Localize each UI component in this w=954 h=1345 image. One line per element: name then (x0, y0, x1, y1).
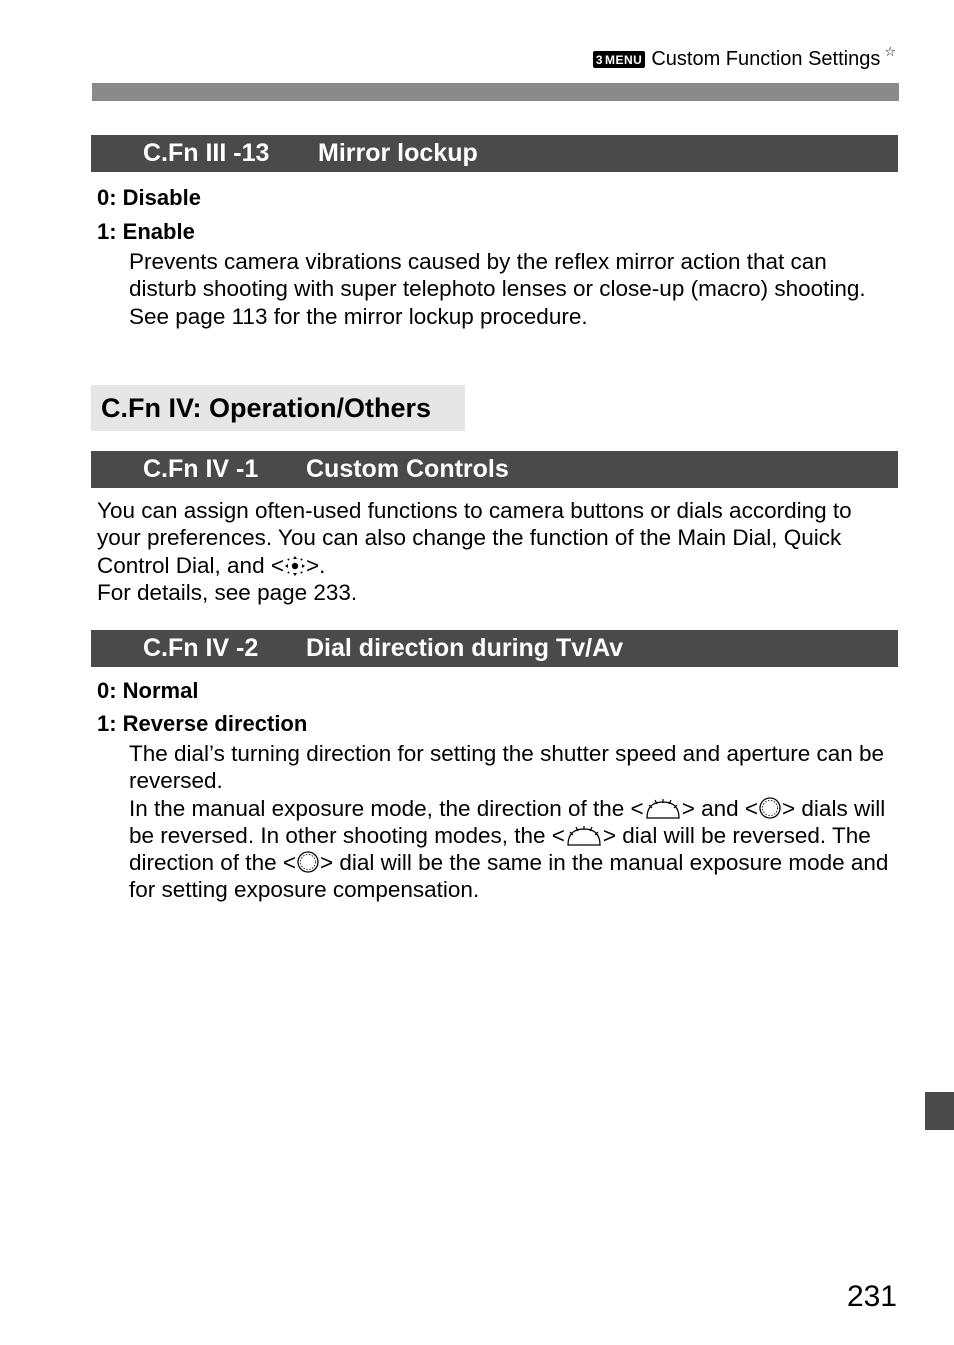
header-title: Custom Function Settings (651, 48, 881, 70)
option-normal: 0: Normal (97, 678, 199, 703)
quick-control-dial-icon (296, 850, 320, 874)
main-dial-icon (644, 798, 682, 820)
section-bar-mirror-lockup: C.Fn III -13 Mirror lockup (91, 135, 898, 172)
chapter-tab (925, 1092, 954, 1130)
option-enable: 1: Enable (97, 219, 195, 244)
multi-controller-icon (284, 555, 306, 577)
section-bar-custom-controls: C.Fn IV -1 Custom Controls (91, 451, 898, 488)
option-reverse-direction: 1: Reverse direction (97, 711, 308, 736)
header-rule (92, 83, 899, 101)
quick-control-dial-icon (758, 796, 782, 820)
main-dial-icon (565, 825, 603, 847)
page-number: 231 (846, 1280, 897, 1313)
custom-controls-description: You can assign often-used functions to camera buttons or dials according to your preferences. You can also change the function of the Main Dial, Quick Control Dial, and < >. For details, see page 233. (97, 498, 852, 605)
option-disable: 0: Disable (97, 185, 201, 210)
star-icon: ☆ (884, 43, 896, 59)
dial-direction-description: The dial’s turning direction for setting the shutter speed and aperture can be reversed. In the manual exposure mode, the direction of the < > and < > dials will be reversed. In other shooting modes, the < > dial will be reversed. The direction of the < > dial will be the same in the manual exposure mode and for setting exposure compensation. (129, 741, 889, 903)
mirror-lockup-description: Prevents camera vibrations caused by the reflex mirror action that can disturb shooting with super telephoto lenses or close-up (macro) shooting. See page 113 for the mirror lockup procedure. (129, 249, 866, 329)
group-heading: C.Fn IV: Operation/Others (91, 385, 465, 431)
section-bar-dial-direction: C.Fn IV -2 Dial direction during Tv/Av (91, 630, 898, 667)
menu-icon: 3 MENU (593, 51, 646, 68)
page-header (593, 43, 896, 71)
